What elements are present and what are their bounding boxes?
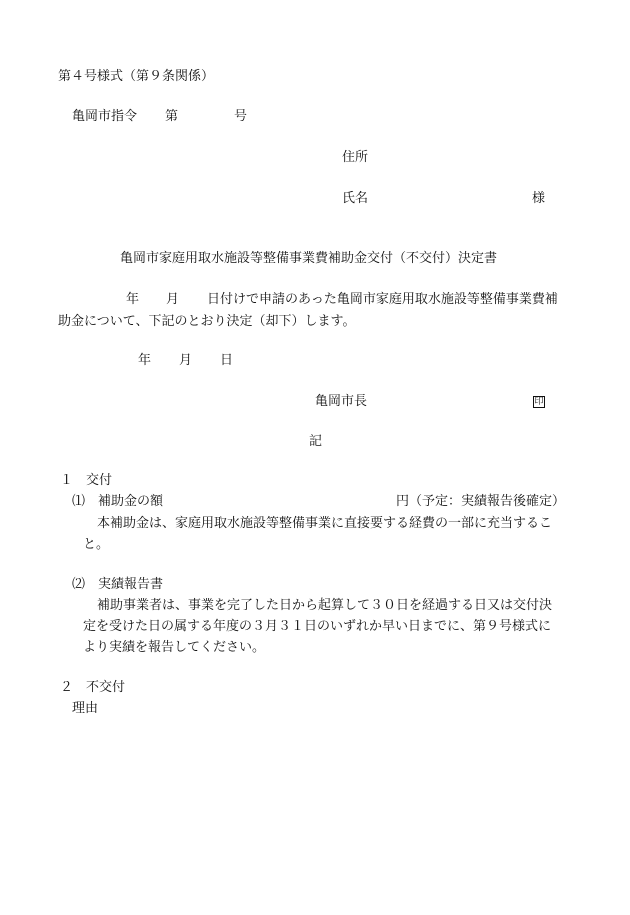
item2-label: ⑵ 実績報告書: [72, 577, 164, 592]
date-day: 日: [220, 353, 234, 368]
date-month: 月: [179, 353, 193, 368]
item2-text-line1: 補助事業者は、事業を完了した日から起算して３０日を経過する日又は交付決: [97, 598, 553, 613]
name-label: 氏名: [342, 191, 369, 206]
intro-line2: 助金について、下記のとおり決定（却下）します。: [58, 314, 356, 329]
official-seal: 印: [534, 397, 544, 407]
item1-label: ⑴ 補助金の額: [72, 494, 164, 509]
item1-amount-note: 円（予定：実績報告後確定）: [396, 494, 566, 509]
item1-text-line2: と。: [83, 537, 110, 552]
ki-marker: 記: [309, 434, 323, 449]
intro-line1: 日付けで申請のあった亀岡市家庭用取水施設等整備事業費補: [207, 292, 558, 307]
intro-month: 月: [166, 292, 180, 307]
item1-text-line1: 本補助金は、家庭用取水施設等整備事業に直接要する経費の一部に充当するこ: [97, 516, 553, 531]
item2-text-line2: 定を受けた日の属する年度の３月３１日のいずれか早い日までに、第９号様式に: [83, 619, 552, 634]
item2-text-line3: より実績を報告してください。: [83, 640, 266, 655]
form-number: 第４号様式（第９条関係）: [58, 69, 215, 84]
document-title: 亀岡市家庭用取水施設等整備事業費補助金交付（不交付）決定書: [120, 251, 498, 266]
directive-go: 号: [234, 109, 248, 124]
address-label: 住所: [342, 150, 369, 165]
honorific: 様: [532, 191, 546, 206]
directive-label: 亀岡市指令: [72, 109, 138, 124]
issuer-title: 亀岡市長: [315, 394, 368, 409]
section1-heading: １ 交付: [60, 473, 113, 488]
date-year: 年: [138, 353, 152, 368]
intro-year: 年: [126, 292, 140, 307]
directive-dai: 第: [165, 109, 179, 124]
section2-heading: ２ 不交付: [60, 680, 126, 695]
reason-label: 理由: [72, 701, 99, 716]
